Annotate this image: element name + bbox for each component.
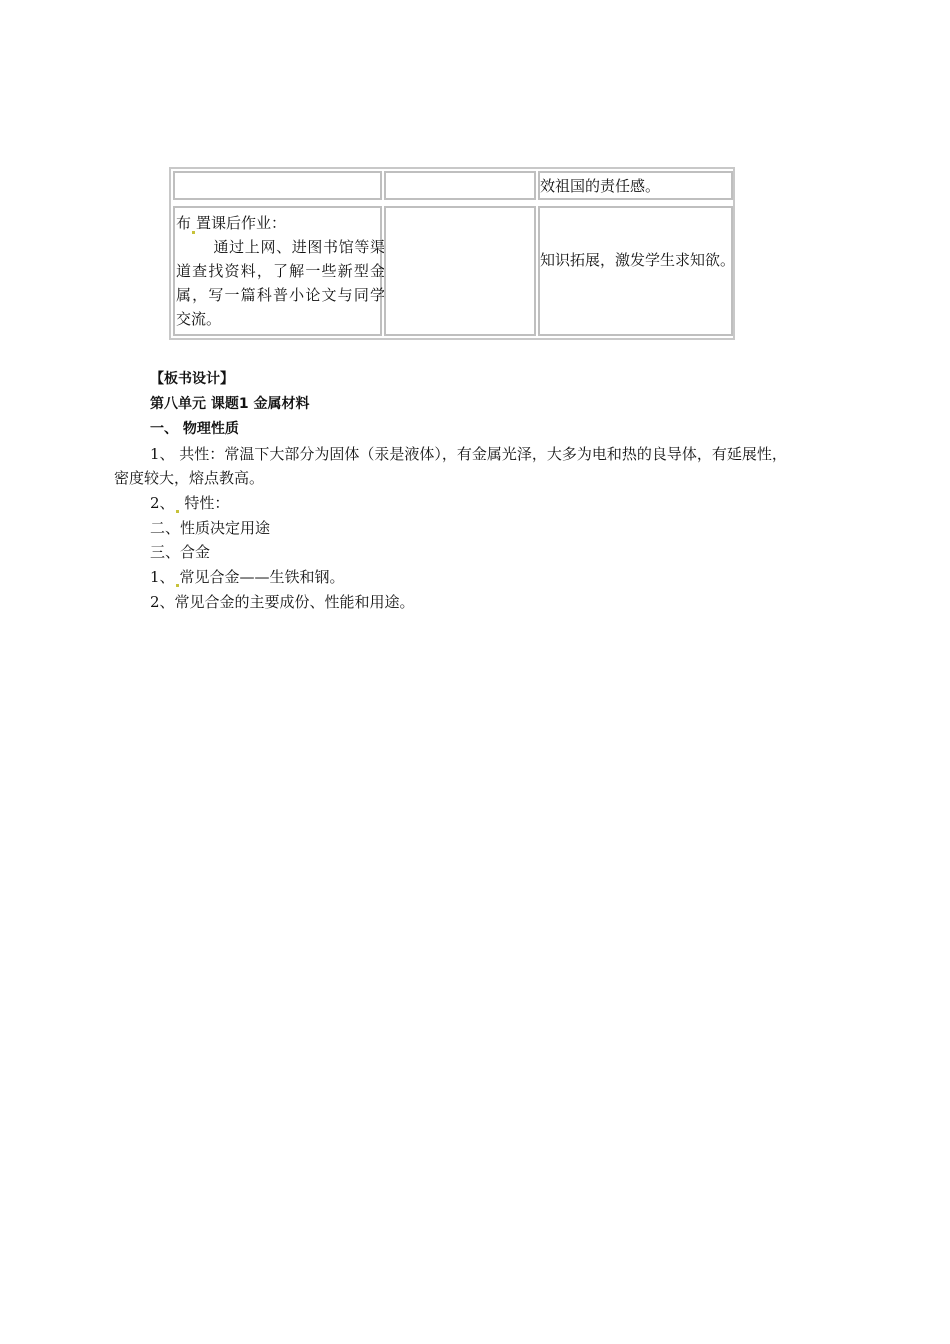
alloy-item-2: 2、常见合金的主要成份、性能和用途。	[150, 593, 415, 611]
homework-title: 布 置课后作业：	[176, 214, 287, 232]
table-cell	[384, 206, 536, 336]
table-cell	[173, 206, 385, 336]
section-alloy: 三、合金	[150, 543, 211, 561]
table-row	[171, 204, 736, 338]
section-usage: 二、性质决定用途	[150, 519, 271, 537]
table-row	[171, 169, 733, 202]
section-physical-properties: 一、 物理性质	[150, 421, 239, 437]
table-cell	[538, 206, 736, 336]
special-properties-item: 2、 特性：	[150, 494, 230, 512]
cell-text: 效祖国的责任感。	[540, 177, 661, 195]
marker-dot	[192, 231, 195, 234]
marker-dot	[176, 584, 179, 587]
item-label: 1、 共性：	[150, 445, 225, 463]
board-design-heading: 【板书设计】	[150, 371, 234, 387]
table-cell	[173, 171, 382, 200]
homework-body: 通过上网、进图书馆等渠道查找资料，了解一些新型金属，写一篇科普小论文与同学交流。	[176, 238, 385, 328]
marker-dot	[176, 510, 179, 513]
cell-text: 知识拓展，激发学生求知欲。	[540, 251, 736, 269]
lesson-table	[169, 167, 735, 340]
unit-title: 第八单元 课题1 金属材料	[150, 396, 310, 412]
common-properties-paragraph	[114, 442, 794, 490]
item-text: 常温下大部分为固体（汞是液体），有金属光泽，大多为电和热的良导体，有延展性，密度较大，熔点教高。	[114, 445, 787, 487]
table-cell	[384, 171, 536, 200]
alloy-item-1: 1、 常见合金——生铁和钢。	[150, 568, 345, 586]
table-cell	[538, 171, 733, 200]
